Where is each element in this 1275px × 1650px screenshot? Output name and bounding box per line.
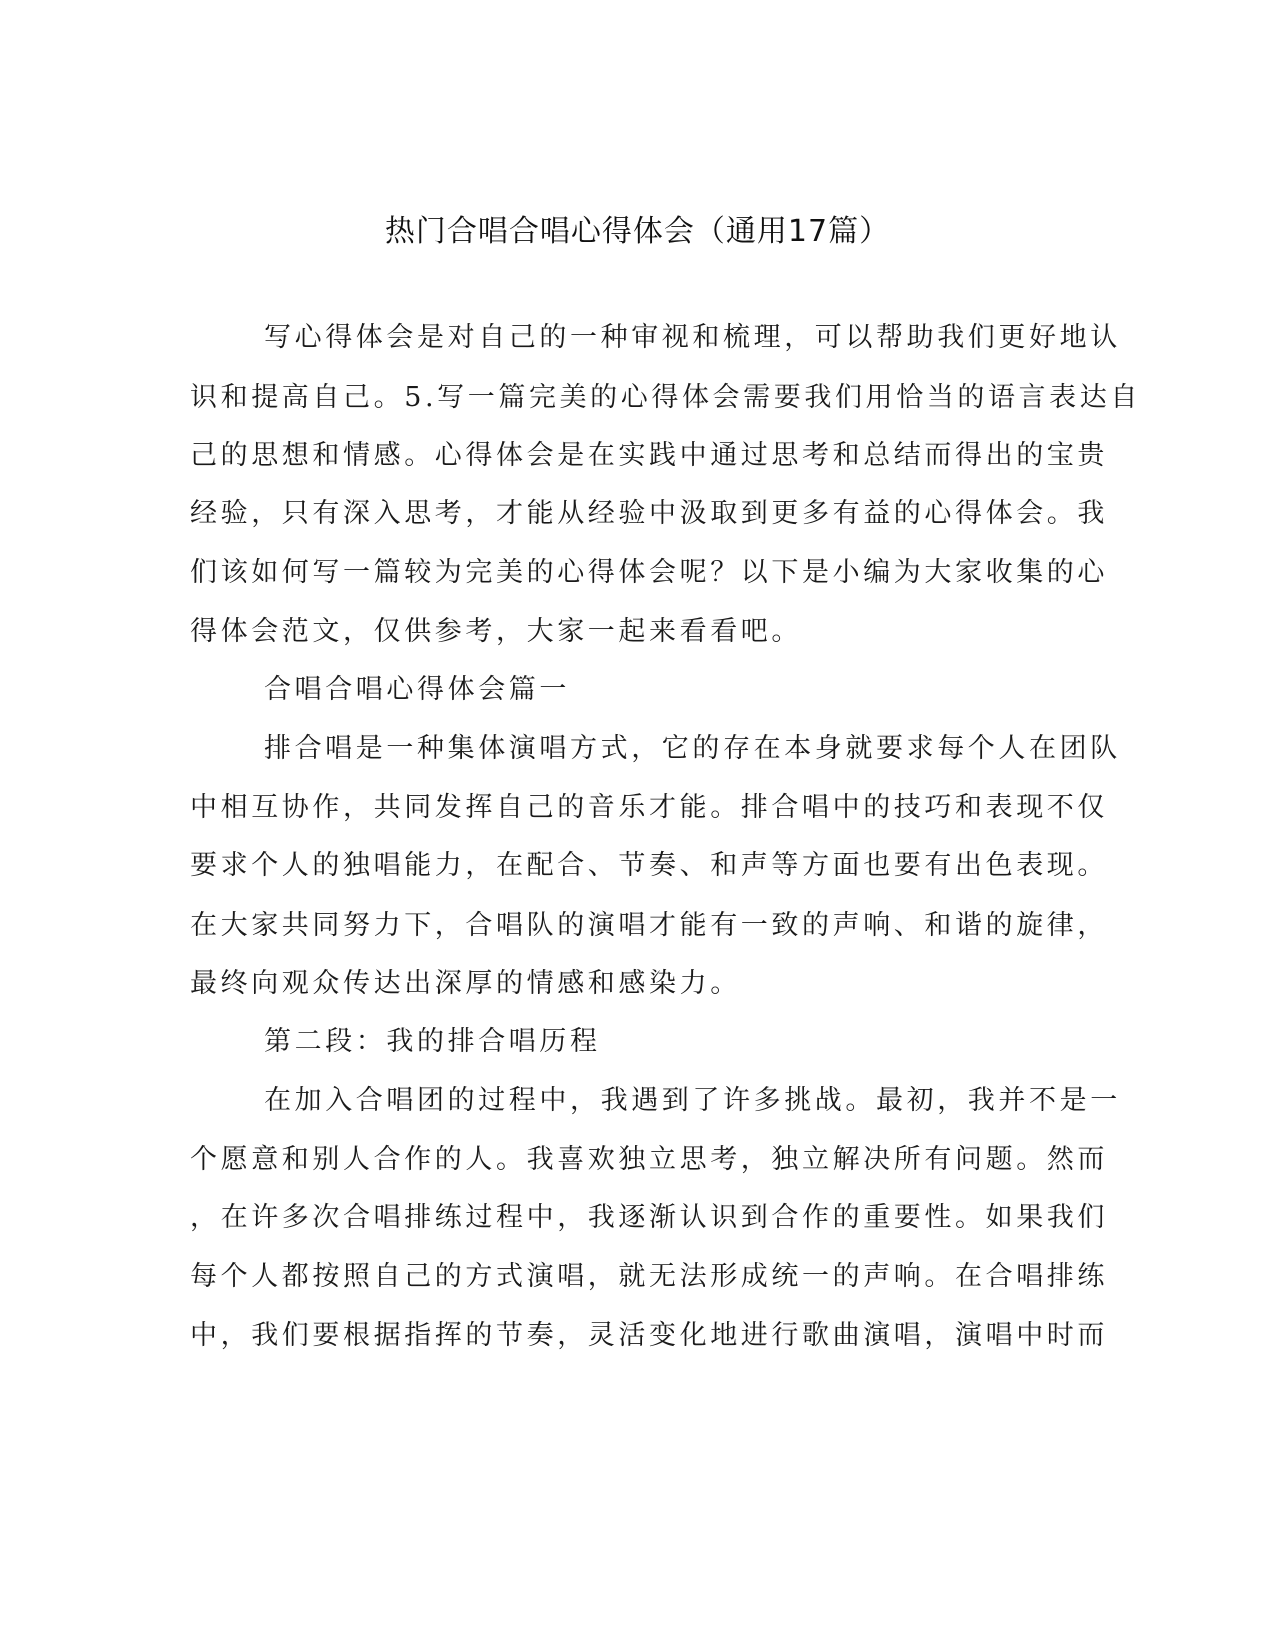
paragraph-line: 中，我们要根据指挥的节奏，灵活变化地进行歌曲演唱，演唱中时而 [190,1320,1108,1351]
paragraph-line: 己的思想和情感。心得体会是在实践中通过思考和总结而得出的宝贵 [190,440,1108,471]
paragraph-line: 排合唱是一种集体演唱方式，它的存在本身就要求每个人在团队 [264,733,1121,764]
paragraph-line: 中相互协作，共同发挥自己的音乐才能。排合唱中的技巧和表现不仅 [190,792,1108,823]
paragraph-line: 每个人都按照自己的方式演唱，就无法形成统一的声响。在合唱排练 [190,1261,1108,1292]
paragraph-line: 要求个人的独唱能力，在配合、节奏、和声等方面也要有出色表现。 [190,850,1108,881]
paragraph-line: 得体会范文，仅供参考，大家一起来看看吧。 [190,616,802,647]
paragraph-line: ，在许多次合唱排练过程中，我逐渐认识到合作的重要性。如果我们 [190,1202,1108,1233]
paragraph-line: 写心得体会是对自己的一种审视和梳理，可以帮助我们更好地认 [264,322,1121,353]
paragraph-line: 最终向观众传达出深厚的情感和感染力。 [190,968,741,999]
paragraph-line: 在大家共同努力下，合唱队的演唱才能有一致的声响、和谐的旋律， [190,910,1108,941]
paragraph-line: 识和提高自己。5.写一篇完美的心得体会需要我们用恰当的语言表达自 [190,382,1141,413]
section-heading: 第二段：我的排合唱历程 [264,1026,601,1057]
paragraph-line: 在加入合唱团的过程中，我遇到了许多挑战。最初，我并不是一 [264,1085,1121,1116]
section-heading: 合唱合唱心得体会篇一 [264,674,570,705]
paragraph-line: 个愿意和别人合作的人。我喜欢独立思考，独立解决所有问题。然而 [190,1144,1108,1175]
paragraph-line: 们该如何写一篇较为完美的心得体会呢？以下是小编为大家收集的心 [190,557,1108,588]
paragraph-line: 经验，只有深入思考，才能从经验中汲取到更多有益的心得体会。我 [190,498,1108,529]
document-title: 热门合唱合唱心得体会（通用17篇） [384,214,891,249]
